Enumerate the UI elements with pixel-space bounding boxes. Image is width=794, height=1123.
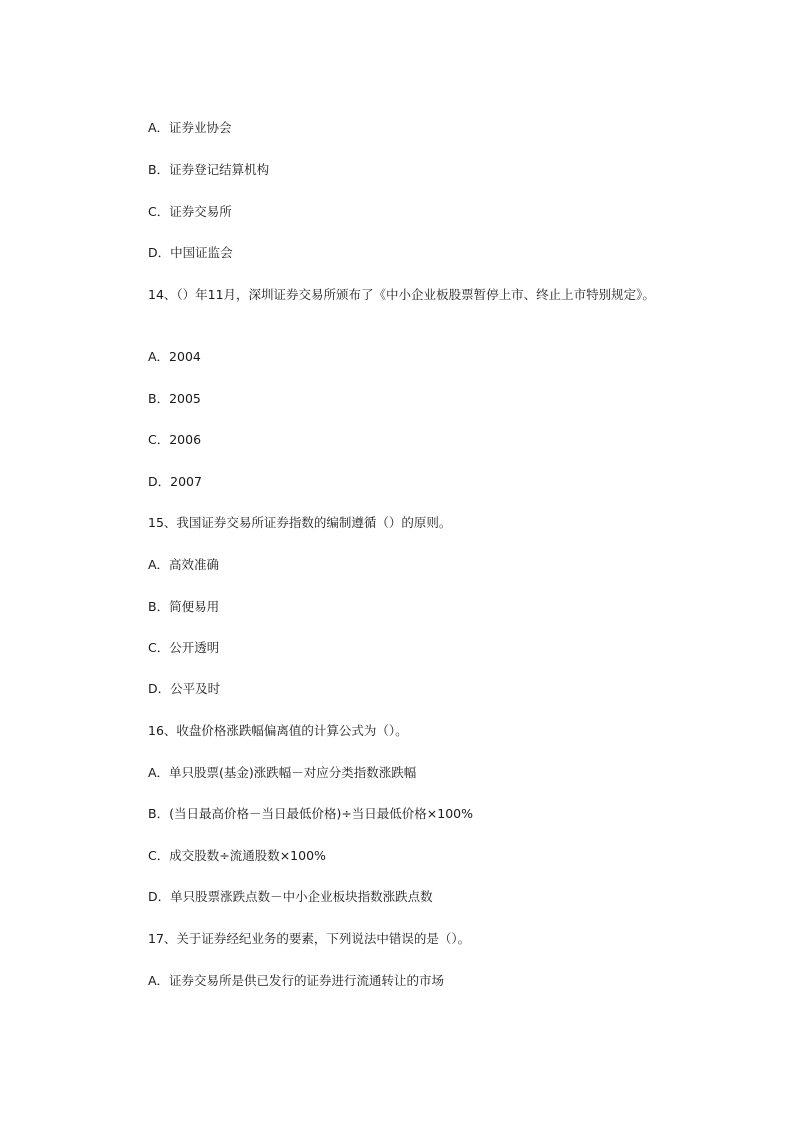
option-a-q15: A．高效准确 [148,557,220,572]
option-c-q16: C．成交股数÷流通股数×100% [148,848,326,863]
question-14: 14、（）年11月，深圳证券交易所颁布了《中小企业板股票暂停上市、终止上市特别规定》。 [148,287,655,302]
option-a-q14: A．2004 [148,349,201,364]
option-b-q15: B．简便易用 [148,599,220,614]
option-c-q13: C．证券交易所 [148,204,232,219]
option-b-q16: B．(当日最高价格－当日最低价格)÷当日最低价格×100% [148,806,474,821]
option-d-q13: D．中国证监会 [148,245,233,260]
option-a-q16: A．单只股票(基金)涨跌幅－对应分类指数涨跌幅 [148,765,417,780]
option-a-q13: A．证券业协会 [148,120,232,135]
question-17: 17、关于证券经纪业务的要素，下列说法中错误的是（）。 [148,931,471,946]
question-15: 15、我国证券交易所证券指数的编制遵循（）的原则。 [148,515,452,530]
option-d-q15: D．公平及时 [148,681,221,696]
option-b-q14: B．2005 [148,391,201,406]
option-b-q13: B．证券登记结算机构 [148,162,270,177]
option-d-q16: D．单只股票涨跌点数－中小企业板块指数涨跌点数 [148,889,433,904]
option-d-q14: D．2007 [148,474,202,489]
option-a-q17: A．证券交易所是供已发行的证券进行流通转让的市场 [148,973,445,988]
question-16: 16、收盘价格涨跌幅偏离值的计算公式为（）。 [148,723,408,738]
option-c-q15: C．公开透明 [148,640,220,655]
option-c-q14: C．2006 [148,432,202,447]
